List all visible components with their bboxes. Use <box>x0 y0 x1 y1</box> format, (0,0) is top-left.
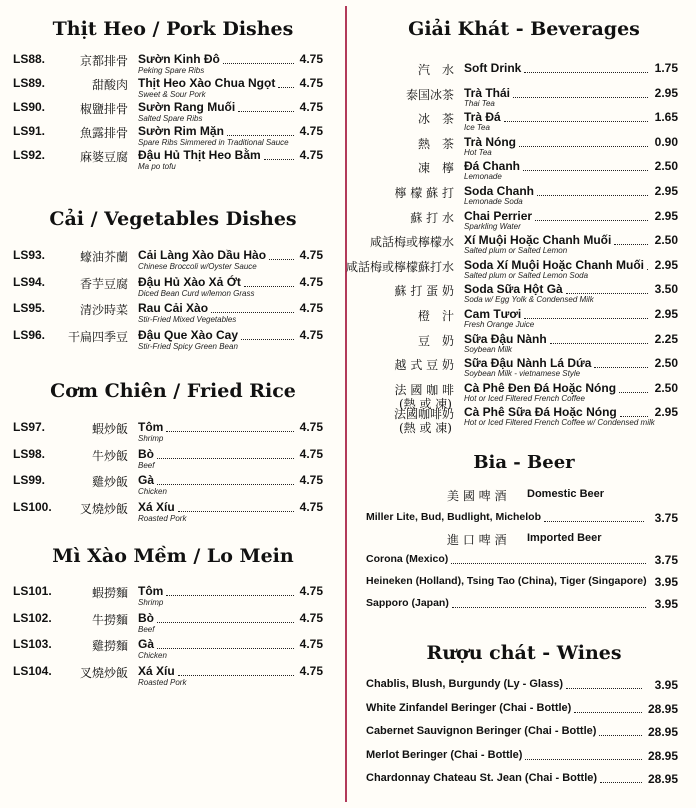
beverage-price: 2.50 <box>654 159 678 174</box>
beverage-price: 2.95 <box>654 85 678 100</box>
item-vietnamese-name: Đậu Que Xào Cay <box>138 327 239 342</box>
beer-name: Miller Lite, Bud, Budlight, Michelob <box>366 511 541 523</box>
item-code: LS95. <box>13 301 46 315</box>
item-price: 4.75 <box>299 301 323 315</box>
dot-leader <box>619 392 648 393</box>
item-price: 4.75 <box>299 420 323 434</box>
dot-leader <box>211 312 294 313</box>
beverage-english-name: Hot Tea <box>464 147 492 157</box>
dot-leader <box>157 622 294 623</box>
item-english-name: Beef <box>138 624 155 634</box>
item-english-name: Chicken <box>138 487 167 496</box>
item-code: LS98. <box>13 446 46 461</box>
item-chinese-name: 牛撈麵 <box>91 612 128 627</box>
item-english-name: Peking Spare Ribs <box>138 66 205 75</box>
beverage-vietnamese-name: Soda Chanh <box>464 184 535 198</box>
item-price: 4.75 <box>299 274 323 289</box>
item-vietnamese-name: Gà <box>138 473 155 487</box>
wine-price: 28.95 <box>647 701 678 716</box>
item-code: LS89. <box>13 76 46 90</box>
beverage-vietnamese-name: Xí Muội Hoặc Chanh Muối <box>464 233 612 248</box>
beverage-chinese-name: 冰 茶 <box>417 112 454 127</box>
item-price: 4.75 <box>299 124 323 138</box>
item-chinese-name: 香芋豆腐 <box>79 276 128 291</box>
item-vietnamese-name: Sườn Rim Mặn <box>138 124 224 138</box>
beverage-vietnamese-name: Đá Chanh <box>464 159 521 174</box>
beverage-chinese-name: 蘇 打 水 <box>410 210 454 225</box>
item-chinese-name: 蝦撈麵 <box>91 586 128 600</box>
item-vietnamese-name: Bò <box>138 610 154 625</box>
dot-leader <box>504 121 648 122</box>
item-price: 4.75 <box>299 584 323 598</box>
item-english-name: Shrimp <box>138 434 164 443</box>
beverage-english-name: Hot or Iced Filtered French Coffee w/ Condensed milk <box>464 418 655 428</box>
dot-leader <box>525 759 642 760</box>
item-code: LS100. <box>13 499 52 514</box>
dot-leader <box>594 367 648 368</box>
dot-leader <box>238 111 294 112</box>
beverage-english-name: Salted plum or Salted Lemon Soda <box>464 270 589 280</box>
beverage-price: 2.50 <box>654 233 678 248</box>
item-code: LS104. <box>13 663 52 678</box>
beer-price: 3.75 <box>654 553 678 567</box>
beverage-price: 2.95 <box>654 405 678 420</box>
item-chinese-name: 清沙時菜 <box>79 303 128 317</box>
dot-leader <box>550 343 648 344</box>
section-title: Thịt Heo / Pork Dishes <box>52 18 294 40</box>
section-title: Cải / Vegetables Dishes <box>49 208 297 230</box>
beverage-english-name: Fresh Orange Juice <box>464 320 535 329</box>
item-english-name: Stir-Fried Mixed Vegetables <box>138 315 237 324</box>
beverage-price: 2.50 <box>654 380 678 395</box>
item-vietnamese-name: Đậu Hủ Xào Xả Ớt <box>138 274 241 289</box>
beverage-english-name: Lemonade Soda <box>464 197 523 206</box>
item-price: 4.75 <box>299 446 323 461</box>
beverage-vietnamese-name: Cà Phê Sữa Đá Hoặc Nóng <box>464 405 617 420</box>
item-english-name: Roasted Pork <box>138 677 187 687</box>
wine-price: 28.95 <box>647 748 678 763</box>
beverage-chinese-name: 泰国冰茶 <box>405 87 454 102</box>
item-code: LS96. <box>13 327 46 342</box>
beverage-price: 1.65 <box>654 110 678 125</box>
item-code: LS101. <box>13 584 52 598</box>
dot-leader <box>244 286 294 287</box>
beverage-chinese-name: 檸 檬 蘇 打 <box>394 186 454 200</box>
item-chinese-name: 牛炒飯 <box>91 448 128 463</box>
beverage-chinese-name: 凍 檸 <box>417 161 454 176</box>
item-price: 4.75 <box>299 610 323 625</box>
beverage-chinese-name: 蘇 打 蛋 奶 <box>394 284 454 299</box>
beverage-price: 2.95 <box>654 257 678 272</box>
wines-title: Rượu chát - Wines <box>426 642 622 664</box>
dot-leader <box>524 318 648 319</box>
dot-leader <box>157 458 294 459</box>
dot-leader <box>600 782 642 783</box>
beer-name: Sapporo (Japan) <box>366 597 449 609</box>
imported-beer-chinese: 進 口 啤 酒 <box>447 533 507 547</box>
section-title: Mì Xào Mềm / Lo Mein <box>52 545 294 567</box>
wine-price: 28.95 <box>647 772 678 786</box>
item-code: LS93. <box>13 248 46 262</box>
beverage-chinese-note: (熱 或 凍) <box>399 421 452 436</box>
dot-leader <box>178 675 294 676</box>
beverage-price: 2.95 <box>654 208 678 223</box>
wine-name: Merlot Beringer (Chai - Bottle) <box>366 748 523 761</box>
beverage-chinese-name: 橙 汁 <box>417 309 454 323</box>
beverage-chinese-name: 越 式 豆 奶 <box>394 358 454 373</box>
beverage-chinese-name: 法 國 咖 啡 <box>394 382 454 397</box>
dot-leader <box>519 146 648 147</box>
dot-leader <box>523 170 648 171</box>
item-english-name: Roasted Pork <box>138 513 187 523</box>
beer-name: Corona (Mexico) <box>366 553 449 565</box>
item-price: 4.75 <box>299 148 323 162</box>
item-english-name: Chinese Broccoli w/Oyster Sauce <box>138 262 257 271</box>
dot-leader <box>157 648 294 649</box>
beverage-chinese-name: 熱 茶 <box>417 136 454 151</box>
item-chinese-name: 甜酸肉 <box>91 78 128 92</box>
item-price: 4.75 <box>299 473 323 487</box>
item-chinese-name: 雞撈麵 <box>91 639 128 653</box>
beverage-vietnamese-name: Trà Thái <box>464 85 511 100</box>
dot-leader <box>574 712 642 713</box>
dot-leader <box>513 97 648 98</box>
beverages-title: Giải Khát - Beverages <box>408 18 640 40</box>
dot-leader <box>647 269 648 270</box>
item-code: LS99. <box>13 473 46 487</box>
item-vietnamese-name: Xá Xíu <box>138 663 175 678</box>
item-chinese-name: 叉燒炒飯 <box>79 665 128 680</box>
item-vietnamese-name: Gà <box>138 637 155 651</box>
dot-leader <box>452 607 646 608</box>
dot-leader <box>264 159 294 160</box>
wine-name: Cabernet Sauvignon Beringer (Chai - Bottle) <box>366 725 597 737</box>
beverage-price: 2.50 <box>654 356 678 371</box>
dot-leader <box>166 595 294 596</box>
item-chinese-name: 椒鹽排骨 <box>79 102 128 116</box>
item-english-name: Spare Ribs Simmered in Traditional Sauce <box>138 138 289 147</box>
item-english-name: Chicken <box>138 651 167 660</box>
item-price: 4.75 <box>299 327 323 342</box>
item-vietnamese-name: Bò <box>138 446 154 461</box>
beverage-chinese-name: 咸話梅或檸檬蘇打水 <box>345 259 454 274</box>
item-chinese-name: 蝦炒飯 <box>91 422 128 436</box>
item-english-name: Beef <box>138 460 155 470</box>
beer-price: 3.95 <box>654 575 678 589</box>
item-english-name: Ma po tofu <box>138 162 176 171</box>
dot-leader <box>537 195 648 196</box>
dot-leader <box>223 63 294 64</box>
item-english-name: Sweet & Sour Pork <box>138 90 206 99</box>
beverage-price: 2.25 <box>654 331 678 346</box>
dot-leader <box>227 135 294 136</box>
dot-leader <box>451 563 646 564</box>
beverage-chinese-name: 咸話梅或檸檬水 <box>369 235 454 250</box>
wine-name: Chardonnay Chateau St. Jean (Chai - Bottle) <box>366 772 598 784</box>
wine-name: White Zinfandel Beringer (Chai - Bottle) <box>366 701 572 714</box>
item-vietnamese-name: Xá Xíu <box>138 499 175 514</box>
beverage-english-name: Soda w/ Egg Yolk & Condensed Milk <box>464 295 594 305</box>
item-english-name: Shrimp <box>138 598 164 607</box>
beverage-vietnamese-name: Trà Nóng <box>464 134 517 149</box>
beverage-english-name: Hot or Iced Filtered French Coffee <box>464 393 585 403</box>
item-price: 4.75 <box>299 663 323 678</box>
beer-title: Bia - Beer <box>473 452 575 473</box>
item-english-name: Diced Bean Curd w/lemon Grass <box>138 288 255 298</box>
dot-leader <box>178 511 294 512</box>
beverage-english-name: Sparkling Water <box>464 221 521 231</box>
item-vietnamese-name: Rau Cải Xào <box>138 301 209 315</box>
dot-leader <box>278 87 294 88</box>
dot-leader <box>524 72 648 73</box>
item-code: LS97. <box>13 420 46 434</box>
item-vietnamese-name: Tôm <box>138 584 164 598</box>
dot-leader <box>269 259 294 260</box>
beverage-price: 2.95 <box>654 184 678 198</box>
item-vietnamese-name: Tôm <box>138 420 164 434</box>
beverage-vietnamese-name: Sữa Đậu Nành <box>464 331 547 346</box>
beverage-vietnamese-name: Trà Đá <box>464 110 501 125</box>
beverage-english-name: Soybean Milk - vietnamese Style <box>464 369 581 379</box>
beverage-vietnamese-name: Soft Drink <box>464 61 522 75</box>
beverage-vietnamese-name: Soda Sữa Hột Gà <box>464 282 563 297</box>
item-price: 4.75 <box>299 499 323 514</box>
wine-name: Chablis, Blush, Burgundy (Ly - Glass) <box>366 678 564 690</box>
dot-leader <box>241 339 294 340</box>
dot-leader <box>566 293 648 294</box>
beverage-price: 1.75 <box>654 61 678 75</box>
item-vietnamese-name: Sườn Rang Muối <box>138 100 236 114</box>
item-chinese-name: 魚露排骨 <box>79 126 128 140</box>
beverage-chinese-note: (熱 或 凍) <box>399 396 452 411</box>
item-chinese-name: 叉燒炒飯 <box>79 501 128 516</box>
dot-leader <box>166 431 294 432</box>
beverage-english-name: Ice Tea <box>464 123 490 133</box>
dot-leader <box>157 484 294 485</box>
item-chinese-name: 干扁四季豆 <box>67 329 128 344</box>
item-vietnamese-name: Sườn Kinh Đô <box>138 52 220 66</box>
domestic-beer-label: Domestic Beer <box>527 488 605 500</box>
item-price: 4.75 <box>299 248 323 262</box>
beverage-chinese-name: 汽 水 <box>417 63 454 77</box>
beverage-chinese-name: 豆 奶 <box>417 333 454 348</box>
beer-price: 3.95 <box>654 597 678 611</box>
item-code: LS91. <box>13 124 46 138</box>
beverage-english-name: Soybean Milk <box>464 344 513 354</box>
item-english-name: Salted Spare Ribs <box>138 114 203 123</box>
dot-leader <box>535 220 648 221</box>
item-code: LS88. <box>13 52 46 66</box>
item-chinese-name: 雞炒飯 <box>91 475 128 489</box>
dot-leader <box>599 735 642 736</box>
item-price: 4.75 <box>299 52 323 66</box>
beverage-english-name: Lemonade <box>464 172 502 182</box>
item-price: 4.75 <box>299 637 323 651</box>
item-price: 4.75 <box>299 76 323 90</box>
beverage-price: 3.50 <box>654 282 678 297</box>
wine-price: 3.95 <box>654 678 678 692</box>
beverage-price: 0.90 <box>654 134 678 149</box>
item-code: LS92. <box>13 148 46 162</box>
section-title: Cơm Chiên / Fried Rice <box>50 380 296 402</box>
item-code: LS102. <box>13 610 52 625</box>
dot-leader <box>614 244 648 245</box>
item-price: 4.75 <box>299 100 323 114</box>
beer-price: 3.75 <box>654 511 678 525</box>
beverage-vietnamese-name: Cam Tươi <box>464 307 522 321</box>
beer-name: Heineken (Holland), Tsing Tao (China), Tiger (Singapore) <box>366 575 647 587</box>
item-chinese-name: 麻婆豆腐 <box>79 150 128 164</box>
item-chinese-name: 蠔油芥蘭 <box>79 250 128 264</box>
wine-price: 28.95 <box>647 725 678 739</box>
beverage-vietnamese-name: Soda Xí Muội Hoặc Chanh Muối <box>464 257 644 272</box>
item-code: LS94. <box>13 274 46 289</box>
item-english-name: Stir-Fried Spicy Green Bean <box>138 341 238 351</box>
column-divider <box>345 6 347 802</box>
item-vietnamese-name: Thịt Heo Xào Chua Ngọt <box>138 76 276 90</box>
beverage-vietnamese-name: Sữa Đậu Nành Lá Dứa <box>464 356 592 371</box>
item-vietnamese-name: Đậu Hủ Thịt Heo Bằm <box>138 148 261 162</box>
dot-leader <box>620 416 648 417</box>
imported-beer-label: Imported Beer <box>527 532 602 544</box>
beverage-chinese-name: 法國咖啡奶 <box>393 407 454 422</box>
beverage-vietnamese-name: Chai Perrier <box>464 208 533 223</box>
dot-leader <box>566 688 642 689</box>
item-code: LS90. <box>13 100 46 114</box>
beverage-english-name: Salted plum or Salted Lemon <box>464 246 568 256</box>
dot-leader <box>544 521 644 522</box>
beverage-english-name: Thai Tea <box>464 98 495 108</box>
beverage-price: 2.95 <box>654 307 678 321</box>
beverage-vietnamese-name: Cà Phê Đen Đá Hoặc Nóng <box>464 380 617 395</box>
item-code: LS103. <box>13 637 52 651</box>
item-vietnamese-name: Cải Làng Xào Dầu Hào <box>138 248 267 262</box>
item-chinese-name: 京都排骨 <box>79 54 128 68</box>
domestic-beer-chinese: 美 國 啤 酒 <box>447 489 507 503</box>
